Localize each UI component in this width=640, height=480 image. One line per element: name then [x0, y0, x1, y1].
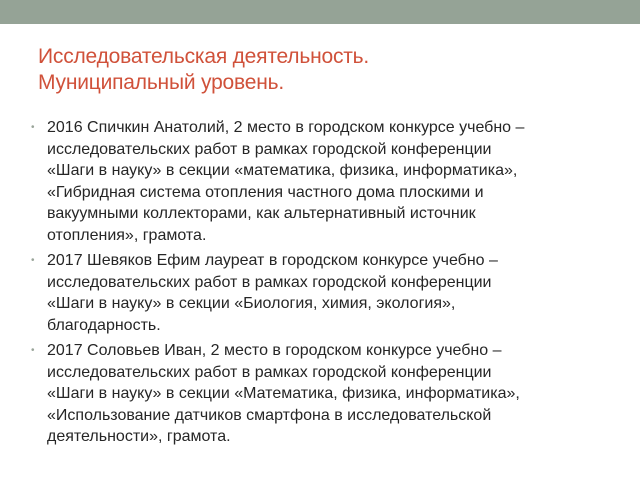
bullet-3-line-5: деятельности», грамота.: [47, 428, 231, 445]
bullet-1-line-4: «Гибридная система отопления частного дома плоскими и: [47, 183, 484, 201]
bullet-item-3: [30, 340, 615, 448]
bullet-1-line-2: исследовательских работ в рамках городской конференции: [47, 140, 492, 158]
bullet-item-2: [30, 250, 615, 336]
top-decor-bar: [0, 0, 640, 24]
bullet-1-line-1: 2016 Спичкин Анатолий, 2 место в городском конкурсе учебно –: [47, 119, 525, 136]
bullet-3-line-1: 2017 Соловьев Иван, 2 место в городском конкурсе учебно –: [47, 342, 502, 359]
bullet-2-line-4: благодарность.: [47, 316, 161, 334]
bullet-dot-icon: •: [31, 345, 35, 356]
bullet-2-line-1: 2017 Шевяков Ефим лауреат в городском конкурсе учебно –: [47, 252, 498, 269]
bullet-3-line-4: «Использование датчиков смартфона в исследовательской: [47, 406, 492, 424]
bullet-3-line-3: «Шаги в науку» в секции «Математика, физика, информатика»,: [47, 385, 520, 402]
slide-title-line-2: Муниципальный уровень.: [38, 71, 285, 94]
bullet-1-line-5: вакуумными коллекторами, как альтернативный источник: [47, 205, 476, 222]
bullet-3-line-2: исследовательских работ в рамках городской конференции: [47, 363, 492, 381]
bullet-2-line-3: «Шаги в науку» в секции «Биология, химия, экология»,: [47, 295, 456, 312]
bullet-item-1: [30, 117, 615, 246]
bullet-1-line-6: отопления», грамота.: [47, 226, 207, 244]
bullet-1-line-3: «Шаги в науку» в секции «математика, физика, информатика»,: [47, 162, 518, 179]
slide-title: [38, 44, 618, 96]
bullet-dot-icon: •: [31, 255, 35, 266]
slide-title-line-1: Исследовательская деятельность.: [38, 45, 370, 68]
bullet-dot-icon: •: [31, 122, 35, 133]
bullet-2-line-2: исследовательских работ в рамках городской конференции: [47, 273, 492, 291]
bullet-list: [30, 117, 615, 452]
